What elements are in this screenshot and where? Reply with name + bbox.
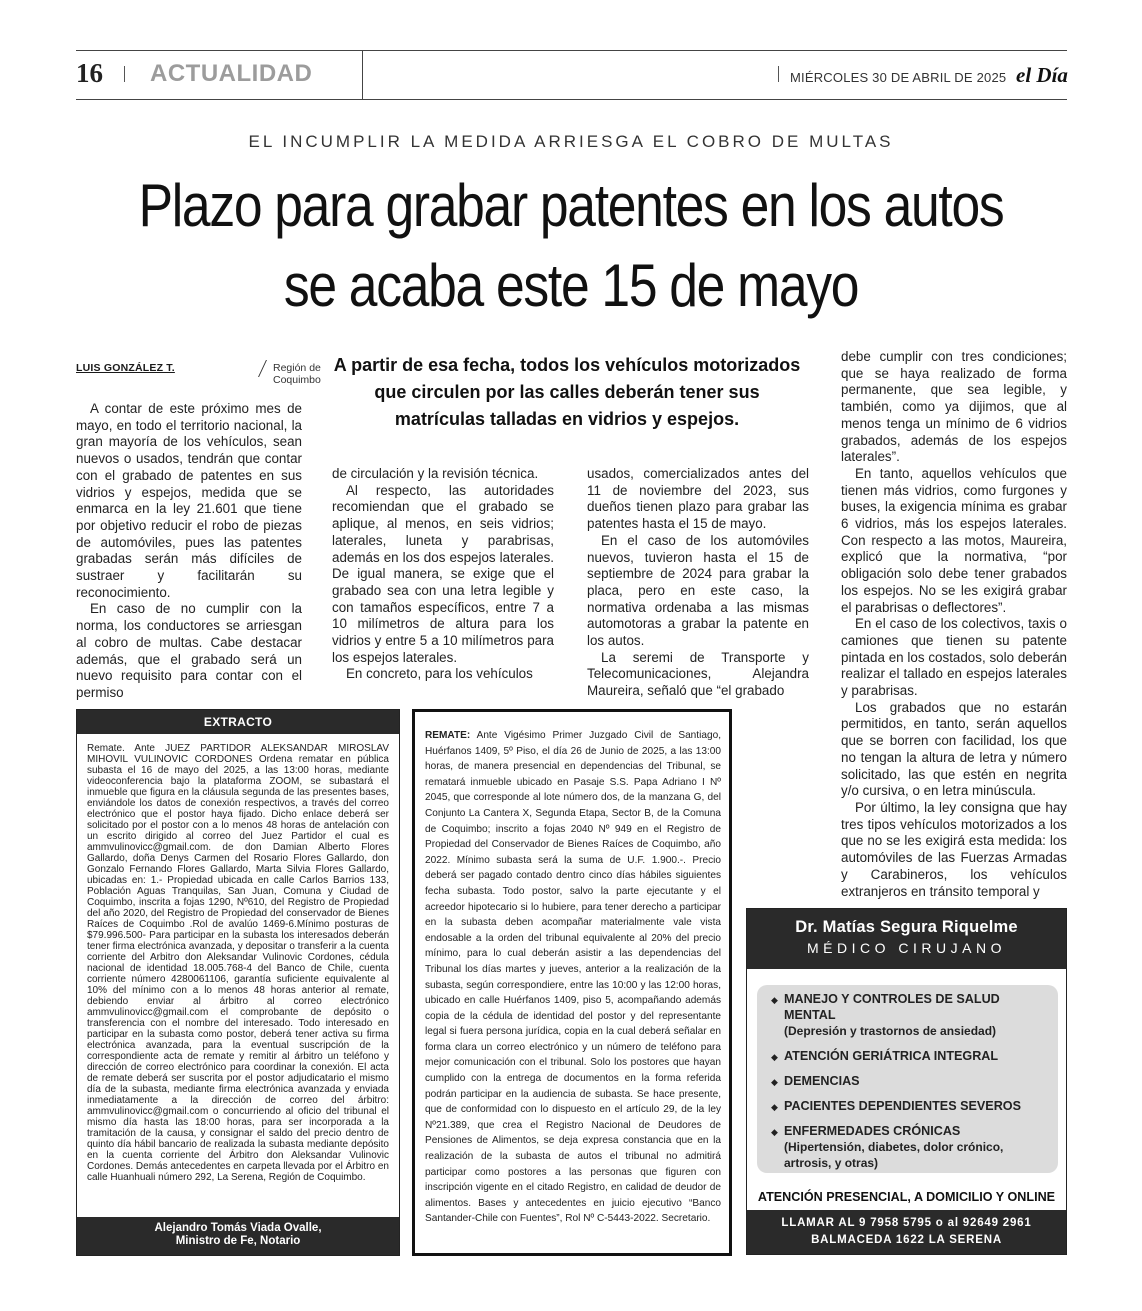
paragraph-continuation: de circulación y la revisión técnica. [332,466,539,481]
doctor-name: Dr. Matías Segura Riquelme [795,918,1018,936]
paragraph-continuation: debe cumplir con tres condiciones; que se haya realizado de forma permanente, que sea legible, y también, como ya dijimos, que al menos tenga un mínimo de 6 vidrios grabados, además de los espejos laterales”. [841,349,1067,465]
service-item [767,1048,1048,1064]
header-divider [362,51,363,99]
ad-header [747,909,1066,969]
remate-body [425,728,721,1227]
diamond-bullet-icon: ◆ [771,1127,778,1137]
paragraph-continuation: usados, comercializados antes del 11 de noviembre del 2023, sus dueños tienen plazo para grabar las patentes hasta el 15 de mayo. [587,466,809,532]
service-label: MANEJO Y CONTROLES DE SALUD MENTAL [784,992,1000,1022]
article-column-3 [587,466,809,700]
service-item [767,991,1048,1039]
doctor-advertisement [746,908,1067,1255]
paragraph: A contar de este próximo mes de mayo, en todo el territorio nacional, la gran mayoría de los vehículos, sean nuevos o usados, tendrán que contar con el grabado de patentes en sus vidrios y espejos, medida que se enmarca en la ley 21.601 que tiene por objetivo reducir el robo de piezas de automóviles, pues las patentes grabadas serán más difíciles de sustraer y facilitarán su reconocimiento. [76,401,302,600]
diamond-bullet-icon: ◆ [771,1077,778,1087]
paragraph: En tanto, aquellos vehículos que tienen más vidrios, como furgones y buses, la exigencia mínima es grabar 6 vidrios, más los espejos laterales. Con respecto a las motos, Maureira, explicó que la normativa, “por obligación solo debe tener grabados los espejos. No se les exigirá grabar el parabrisas o deflectores”. [841,465,1067,615]
service-label: ATENCIÓN GERIÁTRICA INTEGRAL [784,1049,999,1063]
article-column-1 [76,401,302,702]
article-column-2 [332,466,554,683]
paragraph: En el caso de los automóviles nuevos, tuvieron hasta el 15 de septiembre de 2024 para grabar la placa, pero en este caso, la normativa ordenaba a las mismas automotoras a grabar la patente en los autos. [587,532,809,649]
byline-place: Región de Coquimbo [273,362,321,386]
article-lead: A partir de esa fecha, todos los vehículos motorizados que circulen por las calles deberán tener sus matrículas talladas en vidrios y espejos. [333,355,801,429]
service-item [767,1123,1048,1171]
page-number: 16 [76,58,103,88]
paragraph: Por último, la ley consigna que hay tres tipos vehículos motorizados a los que no se les exigirá esta medida: los automóviles de las Fuerzas Armadas y Carabineros, los vehículos extranjeros en tránsito temporal y [841,799,1067,899]
remate-text: Ante Vigésimo Primer Juzgado Civil de Santiago, Huérfanos 1409, 5º Piso, el día 26 de Junio de 2025, a las 13:00 horas, de manera presencial en dependencias del Tribunal, se rematará inmueble ubicado en Pasaje S.S. Papa Adriano I Nº 2045, que corresponde al lote número dos, de la manzana G, del Conjunto La Cantera X, Segunda Etapa, Sector B, de la Comuna de Coquimbo; inscrito a fojas 2040 Nº 949 en el Registro de Propiedad del Conservador de Bienes Raíces de Coquimbo, año 2022. Mínimo subasta será la suma de U.F. 1.900.-. Precio deberá ser pagado contado dentro cinco días hábiles siguientes fecha subasta. Todo postor, salvo la parte ejecutante y el acreedor hipotecario si lo hubiere, para tener derecho a participar en la subasta deben acompañar materialmente vale vista endosable a la orden del tribunal equivalente al 20% del precio mínimo, para lo cual deberán asistir a las dependencias del Tribunal los días martes y jueves, anterior a la realización de la subasta, según correspondiere, entre las 10:00 y las 12:00 horas, ubicado en calle Huérfanos 1409, piso 5, acompañando además copia de la cédula de identidad del postor y del representante legal si fuera persona jurídica, copia en la cual deberá señalar en forma clara un correo electrónico y un número de teléfono para mejor comunicación con el tribunal. Solo los postores que hayan cumplido con la entrega de documentos en la forma referida podrán participar en la audiencia de subasta. Se hace presente, que de conformidad con lo dispuesto en el artículo 29, de la ley Nº21.389, que crea el Registro Nacional de Deudores de Pensiones de Alimentos, se deja expresa constancia que en la realización de la subasta de autos el tribunal no admitirá participar como postores a las personas que figuren con inscripción vigente en el citado Registro, en calidad de deudor de alimentos. Bases y antecedentes en juicio ejecutivo “Banco Santander-Chile con Fuentes”, Rol Nº C-5443-2022. Secretario. [425,730,721,1225]
diamond-bullet-icon: ◆ [771,1102,778,1112]
paragraph: En caso de no cumplir con la norma, los conductores se arriesgan al cobro de multas. Cabe destacar además, que el grabado será un nuevo requisito para contar con el permiso [76,601,302,700]
paragraph: La seremi de Transporte y Telecomunicaciones, Alejandra Maureira, señaló que “el grabado [587,649,809,699]
service-item [767,1098,1048,1114]
service-detail: (Depresión y trastornos de ansiedad) [784,1024,997,1038]
extracto-body: Remate. Ante JUEZ PARTIDOR ALEKSANDAR MIROSLAV MIHOVIL VULINOVIC CORDONES Ordena rematar en pública subasta el 16 de mayo del 2025, a las 13:00 horas, mediante videoconferencia bajo la plataforma ZOOM, se subastará el inmueble que figura en la cláusula segunda de las presentes bases, enviándole los datos de conexión respectivos, a través del correo electrónico que el postor haya fijado. Dicho enlace deberá ser solicitado por el postor con a lo menos 48 horas de antelación con un escrito dirigido al correo del Juez Partidor el cual es ammvulinovicc@gmail.com. de don Damian Alberto Flores Gallardo, doña Denys Carmen del Rosario Flores Gallardo, don Gonzalo Fernando Flores Gallardo, Marta Silvia Flores Gallardo, ubicadas en: 1.- Propiedad ubicada en calle Carlos Barrios 133, Población Aguas Tranquilas, San Juan, Comuna y Ciudad de Coquimbo, inscrita a fojas 1290, Nº610, del Registro de Propiedad del año 2020, del Registro de Propiedad del conservador de Bienes Raíces de Coquimbo .Rol de avalúo 1469-6.Mínimo posturas de $79.996.500- Para participar en la subasta los interesados deberán tener firma electrónica avanzada, y depositar o transferir a la cuenta corriente del Arbitro don Aleksandar Vulinovic Cordones, cédula nacional de identidad 18.005.768-4 del Banco de Chile, cuenta corriente número 4280061106, garantía suficiente equivalente al 10% del mínimo con a lo menos 48 horas anterior al remate, debiendo enviar al árbitro al correo electrónico ammvulinovicc@gmail.com el comprobante de depósito o transferencia con el nombre del interesado. Todo interesado en participar en la subasta como postor, deberá tener activa su firma electrónica avanzada, para la eventual suscripción de la correspondiente acta de remate y remitir al árbitro un teléfono y dirección de correo electrónico para coordinar la conexión. El acta de remate deberá ser suscrita por el postor adjudicatario el mismo día de la subasta, mediante firma electrónica avanzada y enviada inmediatamente a la dirección de correo del árbitro: ammvulinovicc@gmail.com o concurriendo al oficio del tribunal el mismo día hasta las 18:00 horas, para ser incorporada a la tramitación de la causa, y consignar el saldo del precio dentro de quinto día hábil bancario de realizada la subasta mediante depósito en la cuenta corriente del Árbitro don Aleksandar Vulinovic Cordones. Demás antecedentes en carpeta llevada por el Árbitro en calle Huanhuali número 292, La Serena, Región de Coquimbo. [87,743,389,1183]
signature-title: Ministro de Fe, Notario [175,1235,301,1247]
article-kicker: EL INCUMPLIR LA MEDIDA ARRIESGA EL COBRO DE MULTAS [248,132,894,151]
header-rule [76,99,1067,100]
remate-notice [412,709,732,1256]
diamond-bullet-icon: ◆ [771,995,778,1005]
services-list [757,985,1058,1173]
phone-line: LLAMAR AL 9 7958 5795 o al 92649 2961 [781,1217,1032,1229]
service-detail: (Hipertensión, diabetes, dolor crónico, artrosis, y otras) [784,1140,1004,1170]
section-name: ACTUALIDAD [150,60,313,87]
service-label: DEMENCIAS [784,1074,860,1088]
top-rule [76,50,1067,51]
article-column-4 [841,349,1067,900]
extracto-heading: EXTRACTO [77,710,399,734]
remate-label: REMATE: [425,730,471,741]
paragraph: En concreto, para los vehículos [346,666,533,682]
extracto-notice [76,709,400,1256]
doctor-specialty: MÉDICO CIRUJANO [807,940,1006,956]
paragraph: Los grabados que no estarán permitidos, en tanto, serán aquellos que se borren con facilidad, los que no tengan la altura de letra y número solicitado, las que estén en negrita y/o cursiva, o en letra minúscula. [841,699,1067,799]
issue-date: MIÉRCOLES 30 DE ABRIL DE 2025 [790,70,1007,85]
address-line: BALMACEDA 1622 LA SERENA [811,1234,1002,1246]
service-item [767,1073,1048,1089]
ad-contact [747,1210,1066,1254]
paragraph: En el caso de los colectivos, taxis o camiones que tienen su patente pintada en los costados, solo deberán realizar el tallado en espejos laterales y parabrisas. [841,616,1067,699]
signature-name: Alejandro Tomás Viada Ovalle, [154,1222,322,1234]
service-label: PACIENTES DEPENDIENTES SEVEROS [784,1099,1021,1113]
paragraph: Al respecto, las autoridades recomiendan que el grabado se aplique, al menos, en seis vidrios; laterales, luneta y parabrisas, además en los dos espejos laterales. De igual manera, se exige que el grabado sea con una letra legible y con tamaños específicos, entre 7 a 10 milímetros de altura para los vidrios y entre 5 a 10 milímetros para los espejos laterales. [332,482,554,665]
service-modalities: ATENCIÓN PRESENCIAL, A DOMICILIO Y ONLINE [757,1190,1056,1204]
header-separator [124,66,125,82]
service-label: ENFERMEDADES CRÓNICAS [784,1124,961,1138]
byline-slash [258,360,267,377]
byline [76,360,321,386]
article-title: Plazo para grabar patentes en los autos se acaba este 15 de mayo [138,172,1004,319]
extracto-signature [77,1217,399,1255]
header-separator [778,66,779,82]
diamond-bullet-icon: ◆ [771,1052,778,1062]
newspaper-logo: el Día [1016,63,1068,87]
author-name: LUIS GONZÁLEZ T. [76,362,175,374]
